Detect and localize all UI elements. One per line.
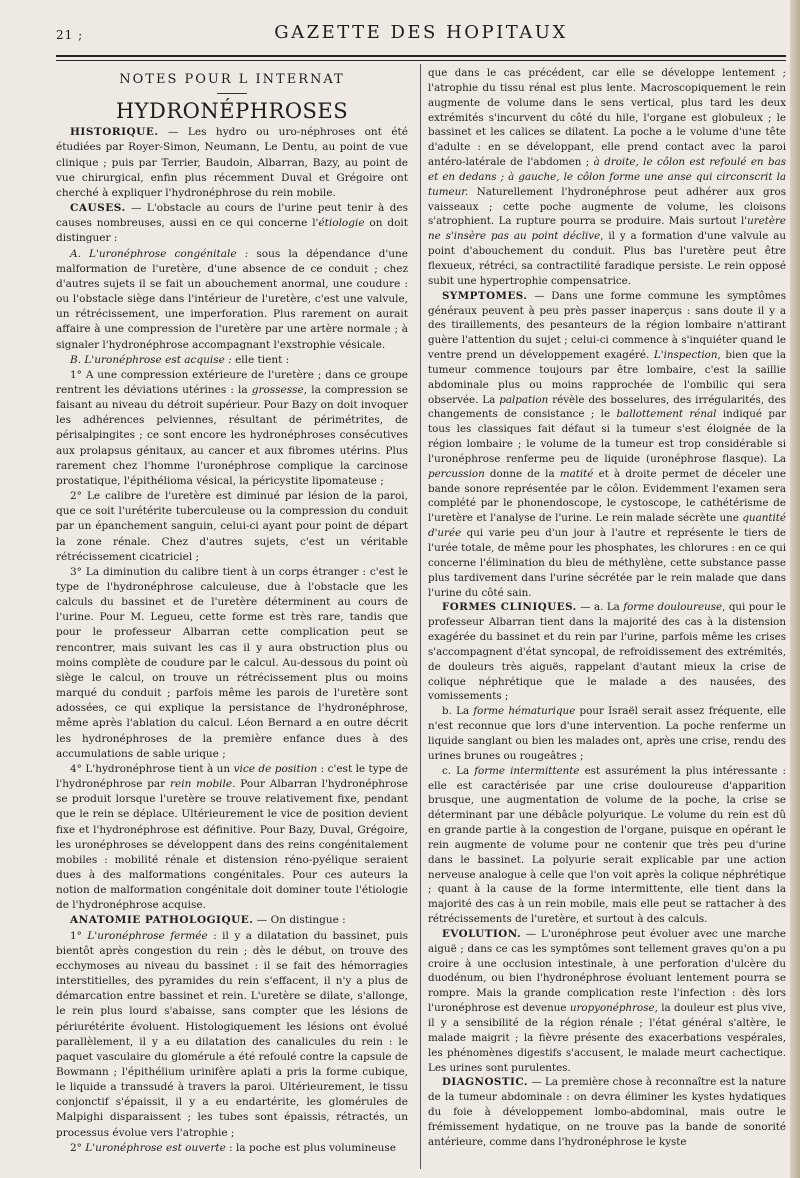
text: : c'est le type de l'hydronéphrose par <box>56 762 408 791</box>
text: que dans le cas précédent, car elle se développe lentement ; l'atrophie du tissu rénal est plus lente. Macroscopiquement le rein augmente de volume dans le sens vertical, plus tard les deux extrémités s'incurvent du côté du hile, l'organe est globuleux ; le bassinet et les calices se dilatent. La poche a le volume d'une tête d'adulte : en se développant, elle prend contact avec la paroi antéro-latérale de l'abdomen ; <box>428 67 786 169</box>
paragraph-1 <box>56 368 408 489</box>
page-edge <box>790 0 800 1178</box>
section-heading: NOTES POUR L INTERNAT <box>119 72 345 87</box>
text: b. La <box>442 705 474 718</box>
heading-anatomie: ANATOMIE PATHOLOGIQUE. <box>70 914 254 927</box>
paragraph-fermee <box>56 929 408 1141</box>
text: — a. La <box>576 601 624 614</box>
text: c. La <box>442 764 475 777</box>
text: — La première chose à reconnaître est la nature de la tumeur abdominale : on devra éliminer les kystes hydatiques du foie à développement lombo-abdominal, mais outre le frémissement hydatique, on ne trouve pas la bande de sonorité antérieure, comme dans l'hydronéphrose le kyste <box>428 1076 786 1148</box>
text: 4° L'hydronéphrose tient à un <box>70 762 234 775</box>
text-italic: matité <box>559 467 594 480</box>
paragraph-formes <box>428 600 786 704</box>
heading-evolution: EVOLUTION. <box>442 927 522 940</box>
text: — L'obstacle au cours de l'urine peut tenir à des causes nombreuses, aussi en ce qui concerne l' <box>56 202 408 230</box>
text: 1° A une compression extérieure de l'uretère ; dans ce groupe rentrent les déviations utérines : la <box>56 368 408 396</box>
text-italic: vice de position <box>233 762 318 775</box>
label: A. <box>70 247 90 260</box>
paragraph-hematurique <box>428 704 786 763</box>
heading-symptomes: SYMPTOMES. <box>442 289 528 302</box>
text-italic: L'inspection <box>653 349 718 362</box>
paragraph-2: 2° Le calibre de l'uretère est diminué par lésion de la paroi, que ce soit l'urétérite tuberculeuse ou la compression du conduit par un épanchement sanguin, celui-ci ayant pour point de départ la zone rénale. Chez d'autres sujets, c'est un véritable rétrécissement cicatriciel ; <box>56 490 408 563</box>
text: , la douleur est plus vive, il y a sensibilité de la région rénale ; l'état général s'altère, le malade maigrit ; la fièvre présente des exacerbations vespérales, les phénomènes digestifs s'accusent, le malade meurt cachectique. Les urines sont purulentes. <box>428 1002 786 1074</box>
text: révèle des bosselures, des irrégularités, des changements de consistance ; le <box>428 393 786 421</box>
text-italic: L'uronéphrose est acquise : <box>84 353 232 366</box>
paragraph-anatomie <box>56 913 408 928</box>
text: — L'uronéphrose peut évoluer avec une marche aiguë ; dans ce cas les symptômes sont tellement graves qu'on a pu croire à une occlusion intestinale, à une perforation d'ulcère du duodénum, ou bien l'hydronéphrose évoluant lentement pourra se rompre. Mais la grande complication reste l'infection : dès lors l'uronéphrose est devenue <box>428 927 786 1015</box>
text: , il y a formation d'une valvule au point d'abouchement du conduit. Plus bas l'uretère peut être flexueux, rétréci, sa contractilité faradique persiste. Le rein opposé subit une hypertrophie compensatrice. <box>428 230 786 287</box>
text-italic: uretère ne s'insère pas au point déclive <box>428 215 786 243</box>
title-rule <box>217 93 247 94</box>
text: Pour Albarran l'hydronéphrose se produit lorsque l'uretère se trouve relativement fixe, pendant que le rein se déplace. Ultérieurement le vice de position devient fixe et l'hydronéphrose est définitive. Pour Bazy, Duval, Grégoire, les uronéphroses se développent dans des reins congénitalement mobiles : mobilité rénale et distension réno-pyélique seraient dues à des malformations congénitales. Pour ces auteurs la notion de malformation congénitale doit dominer toute l'étiologie de l'hydronéphrose acquise. <box>56 778 408 912</box>
heading-diagnostic: DIAGNOSTIC. <box>442 1076 528 1089</box>
text: pour Israël serait assez fréquente, elle n'est reconnue que lors d'une intervention. La poche renferme un liquide sanglant ou bien les malades ont, après une crise, rendu des urines brunes ou rougeâtres ; <box>428 705 787 762</box>
text: donne de la <box>484 467 560 480</box>
paragraph-historique <box>56 125 408 201</box>
paragraph-3: 3° La diminution du calibre tient à un corps étranger : c'est le type de l'hydronéphrose calculeuse, due à l'obstacle que les calculs du bassinet et de l'uretère déterminent au cours de l'urine. Pour M. Legueu, cette forme est très rare, tandis que pour le professeur Albarran cette complication peut se rencontrer, mais suivant les cas il y aura obstruction plus ou moins complète de coudure par le calcul. Au-dessous du point où siège le calcul, on trouve un rétrécissement plus ou moins marqué du conduit ; parfois même les parois de l'uretère sont adossées, ce qui explique la persistance de l'hydronéphrose, même après l'ablation du calcul. Léon Bernard a en outre décrit les hydronéphroses de la première enfance dues à des accumulations de sable urique ; <box>56 565 408 760</box>
paragraph-continuation <box>428 66 786 289</box>
paragraph-symptomes <box>428 289 786 601</box>
text-italic: palpation <box>499 393 549 406</box>
text: — Les hydro ou uro-néphroses ont été étudiées par Royer-Simon, Neumann, Le Dentu, au point de vue clinique ; puis par Terrier, Baudoin, Albarran, Bazy, au point de vue chirurgical, enfin plus récemment Duval et Grégoire ont cherché à expliquer l'hydronéphrose du rein mobile. <box>56 126 408 199</box>
paragraph-a <box>56 247 408 353</box>
text-italic: uropyonéphrose <box>569 1002 655 1015</box>
text-italic: grossesse <box>251 383 304 396</box>
column-separator <box>420 64 421 1169</box>
text-italic: ballottement rénal <box>616 408 717 421</box>
heading-historique: HISTORIQUE. <box>70 126 159 139</box>
label: B. <box>70 353 85 366</box>
text: on doit distinguer : <box>56 217 408 245</box>
text: , la compression se faisant au niveau du détroit supérieur. Pour Bazy on doit invoquer les adhérences pelviennes, résultant de périmétrites, de périsalpingites ; ce sont encore les hydronéphroses consécutives aux prolapsus génitaux, au cancer et aux fibromes utérins. Plus rarement chez l'homme l'uronéphrose complique la carcinose prostatique, l'épithélioma vésical, la péricystite lipomateuse ; <box>56 383 409 487</box>
text-italic: quantité d'urée <box>428 512 786 540</box>
text: qui varie peu d'un jour à l'autre et représente le tiers de l'urée totale, de même pour les phosphates, les chlorures : en ce qui concerne l'élimination du bleu de méthylène, cette substance passe plus tardivement dans l'urine sécrétée par le rein malade que dans l'urine du côté sain. <box>428 527 786 599</box>
text-italic: L'uronéphrose est ouverte <box>85 1141 226 1154</box>
text-italic: forme hématurique <box>473 705 576 718</box>
article-title: HYDRONÉPHROSES <box>115 99 349 124</box>
text: 2° <box>70 1141 86 1154</box>
text: Naturellement l'hydronéphrose peut adhérer aux gros vaisseaux ; cette poche augmente de volume, les cloisons s'atrophient. La rupture pourra se produire. Mais surtout l' <box>428 185 786 228</box>
text: indiqué par tous les classiques fait défaut si la tumeur s'est éloignée de la région lombaire ; le volume de la tumeur est trop considérable si l'uronéphrose renferme peu de liquide (uronéphrose flasque). La <box>428 408 787 465</box>
text: , qui pour le professeur Albarran tient dans la majorité des cas à la distension exagérée du bassinet et du rein par l'urine, parfois même les crises s'accompagnent d'état syncopal, de refroidissement des extrémités, de douleurs très aiguës, rappelant d'autant mieux la crise de colique néphrétique que le malade a des nausées, des vomissements ; <box>428 601 786 703</box>
right-column <box>428 66 786 1150</box>
page-number: 21 ; <box>56 28 84 42</box>
paragraph-b <box>56 353 408 368</box>
paragraph-ouverte <box>56 1141 408 1156</box>
left-column <box>56 66 408 1156</box>
text-italic: percussion <box>428 467 485 480</box>
text-italic: forme douloureuse <box>623 601 723 614</box>
text-italic: L'uronéphrose fermée <box>87 929 208 942</box>
text: est assurément la plus intéressante : elle est caractérisée par une crise douloureuse d'apparition brusque, une augmentation de volume de la poche, la crise se déterminant par une débâcle polyurique. Le volume du rein est dû en grande partie à la congestion de l'organe, puisque en opérant le rein augmente de volume pour ne contenir que très peu d'urine dans le bassinet. La polyurie serait explicable par une action nerveuse analogue à celle que l'on voit après la colique néphrétique ; quant à la cause de la forme intermittente, elle tient dans la majorité des cas à un rein mobile, mais elle peut se rattacher à des rétrécissements de l'uretère, et surtout à des calculs. <box>428 764 786 926</box>
journal-title: GAZETTE DES HOPITAUX <box>274 22 568 43</box>
text: — Dans une forme commune les symptômes généraux peuvent à peu près passer inaperçus : sans doute il y a des tiraillements, des pesanteurs de la région lombaire n'attirant guère l'attention du sujet ; celui-ci commence à s'inquiéter quand le ventre prend un développement exagéré. <box>428 289 786 362</box>
heading-formes-cliniques: FORMES CLINIQUES. <box>442 601 577 614</box>
page-header <box>56 20 786 50</box>
paragraph-diagnostic <box>428 1075 786 1149</box>
text: : la poche est plus volumineuse <box>225 1141 396 1154</box>
text-italic: rein mobile. <box>170 778 236 791</box>
paragraph-4 <box>56 762 408 914</box>
text: — On distingue : <box>253 914 346 927</box>
text: et à droite permet de déceler une bande sonore représentée par le côlon. Evidemment l'examen sera complété par le phonendoscope, le cystoscope, le cathétérisme de l'uretère et l'analyse de l'urine. Le rein malade sécrète une <box>428 467 786 525</box>
heading-causes: CAUSES. <box>70 202 126 215</box>
text-italic: forme intermittente <box>474 764 580 777</box>
paragraph-evolution <box>428 927 786 1075</box>
text: , bien que la tumeur commence toujours par être lombaire, c'est la saillie abdominale plus ou moins rapprochée de l'ombilic qui sera observée. La <box>428 349 786 406</box>
text: elle tient : <box>231 353 290 366</box>
text: 1° <box>70 929 88 942</box>
text-italic: L'uronéphrose congénitale : <box>89 247 249 260</box>
text-italic: à droite, le côlon est refoulé en bas et en dedans ; à gauche, le côlon forme une anse qui circonscrit la tumeur. <box>428 156 786 198</box>
text: : il y a dilatation du bassinet, puis bientôt après congestion du rein ; dès le début, on trouve des ecchymoses au niveau du bassinet : il se fait des hémorragies interstitielles, des pyramides du rein s'effacent, il n'y a plus de démarcation entre bassinet et rein. L'uretère se dilate, s'allonge, le rein plus lourd s'abaisse, sans compter que les lésions de périurétérite évoluent. Histologiquement les lésions ont évolué parallèlement, il y a eu dilatation des canalicules du rein : le paquet vasculaire du glomérule a été refoulé contre la capsule de Bowmann ; l'épithélium urinifère aplati a pris la forme cubique, le liquide a transsudé à travers la paroi. Ultérieurement, le tissu conjonctif s'épaissit, il y a eu endartérite, les glomérules de Malpighi disparaissent ; les tubes sont épaissis, rétractés, un processus évolue vers l'atrophie ; <box>56 929 408 1139</box>
text: sous la dépendance d'une malformation de l'uretère, d'une absence de ce conduit ; chez d'autres sujets il se fait un abouchement anormal, une coudure : ou l'obstacle siège dans l'intérieur de l'uretère, c'est une valvule, un rétrécissement, une imperforation. Plus rarement on aurait affaire à une compression de l'uretère par une artère normale ; à signaler l'hydronéphrose accompagnant l'exstrophie vésicale. <box>56 247 408 351</box>
header-rule-thin <box>56 60 786 61</box>
header-rule-thick <box>56 55 786 57</box>
paragraph-intermittente <box>428 764 786 927</box>
paragraph-causes <box>56 201 408 246</box>
text-italic: étiologie <box>318 217 365 230</box>
